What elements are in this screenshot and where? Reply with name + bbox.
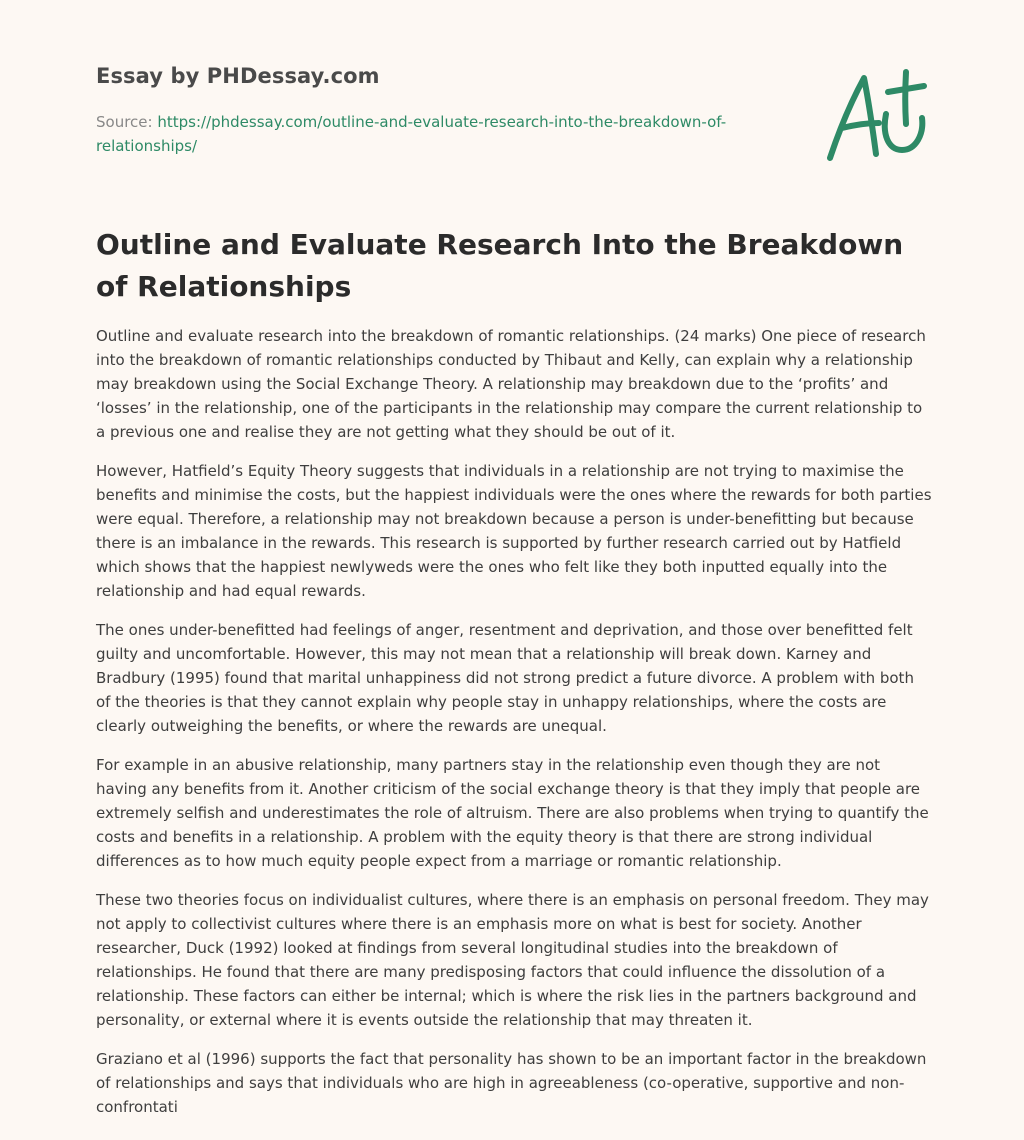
site-brand: Essay by PHDessay.com [96, 64, 380, 88]
paragraph: For example in an abusive relationship, many partners stay in the relationship even though they are not having any benefits from it. Another criticism of the social exchange theory is that they imply that people are extremely selfish and underestimates the role of altruism. There are also problems when trying to quantify the costs and benefits in a relationship. A problem with the equity theory is that there are strong individual differences as to how much equity people expect from a marriage or romantic relationship. [96, 756, 929, 870]
a-plus-grade-icon [824, 68, 934, 168]
paragraph: Outline and evaluate research into the breakdown of romantic relationships. (24 marks) One piece of research into the breakdown of romantic relationships conducted by Thibaut and Kelly, can explain why a relationship may breakdown using the Social Exchange Theory. A relationship may breakdown due to the ‘profits’ and ‘losses’ in the relationship, one of the participants in the relationship may compare the current relationship to a previous one and realise they are not getting what they should be out of it. [96, 327, 926, 441]
essay-body [96, 324, 932, 1134]
source-line [96, 110, 746, 158]
paragraph: These two theories focus on individualist cultures, where there is an emphasis on personal freedom. They may not apply to collectivist cultures where there is an emphasis more on what is best for society. Another researcher, Duck (1992) looked at findings from several longitudinal studies into the breakdown of relationships. He found that there are many predisposing factors that could influence the dissolution of a relationship. These factors can either be internal; which is where the risk lies in the partners background and personality, or external where it is events outside the relationship that may threaten it. [96, 891, 929, 1029]
paragraph: However, Hatfield’s Equity Theory suggests that individuals in a relationship are not trying to maximise the benefits and minimise the costs, but the happiest individuals were the ones where the rewards for both parties were equal. Therefore, a relationship may not breakdown because a person is under-benefitting but because there is an imbalance in the rewards. This research is supported by further research carried out by Hatfield which shows that the happiest newlyweds were the ones who felt like they both inputted equally into the relationship and had equal rewards. [96, 462, 932, 600]
essay-title: Outline and Evaluate Research Into the Breakdown of Relationships [96, 228, 904, 303]
source-label: Source: [96, 113, 153, 131]
paragraph: The ones under-benefitted had feelings of anger, resentment and deprivation, and those over benefitted felt guilty and uncomfortable. However, this may not mean that a relationship will break down. Karney and Bradbury (1995) found that marital unhappiness did not strong predict a future divorce. A problem with both of the theories is that they cannot explain why people stay in unhappy relationships, where the costs are clearly outweighing the benefits, or where the rewards are unequal. [96, 621, 914, 735]
paragraph: Graziano et al (1996) supports the fact that personality has shown to be an important factor in the breakdown of relationships and says that individuals who are high in agreeableness (co-operative, supportive and non-confrontati [96, 1050, 927, 1116]
source-link[interactable]: https://phdessay.com/outline-and-evaluate-research-into-the-breakdown-of-relationships/ [96, 113, 727, 155]
